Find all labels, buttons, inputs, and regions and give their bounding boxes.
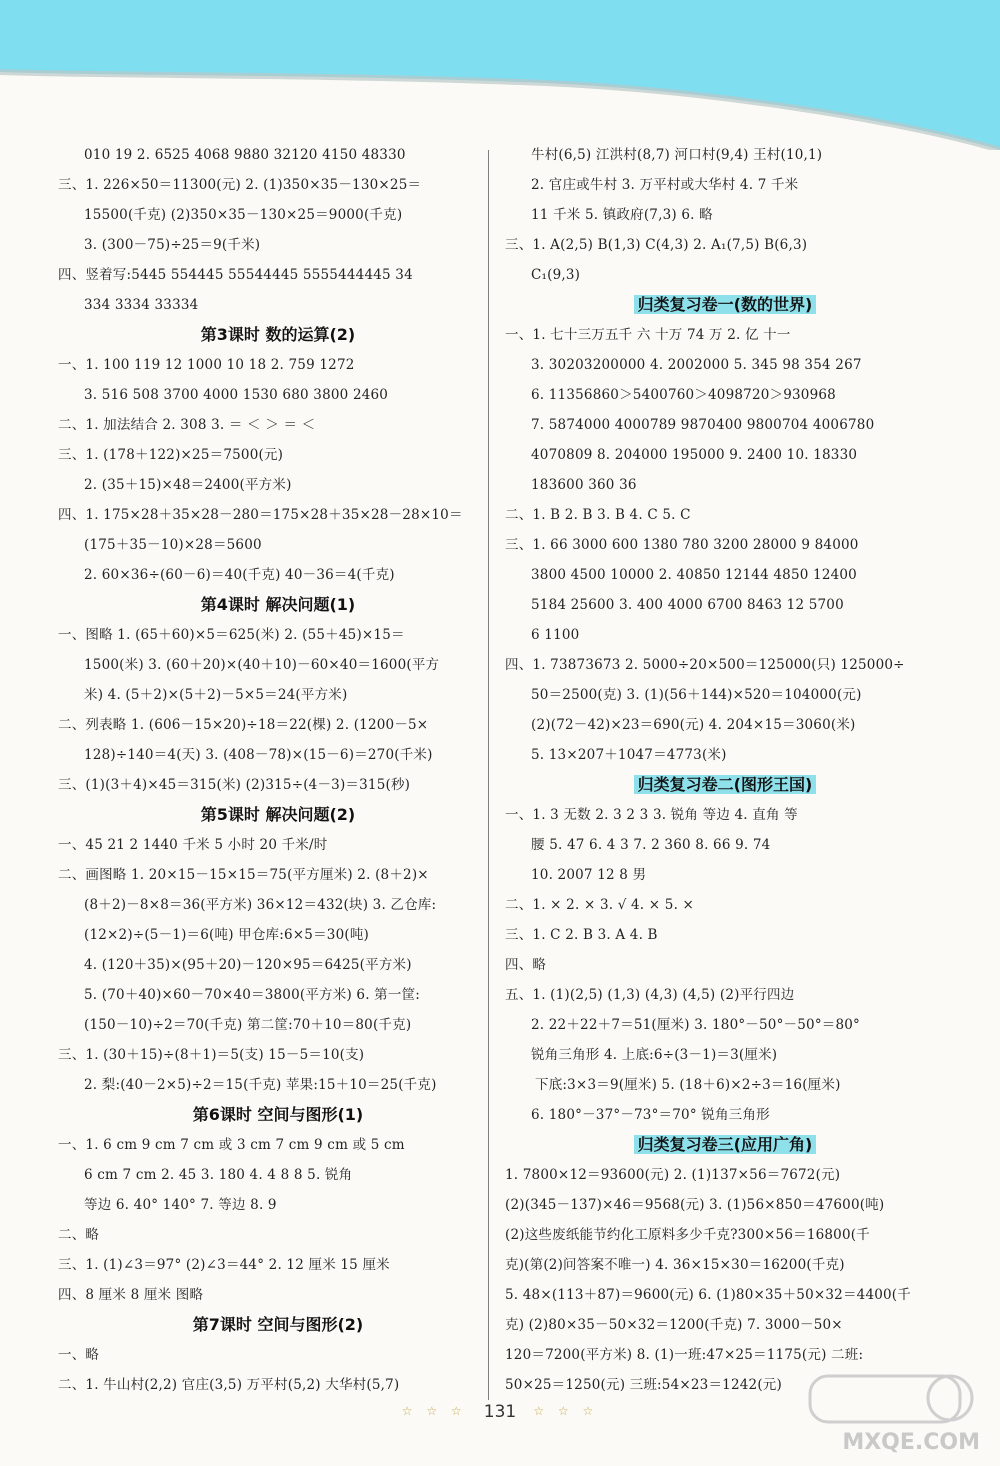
answer-line: 锐角三角形 4. 上底:6÷(3－1)＝3(厘米) (531, 1047, 778, 1063)
answer-line: 5. 13×207＋1047＝4773(米) (531, 747, 727, 763)
answer-line: 一、略 (58, 1347, 100, 1363)
watermark-logo (800, 1368, 990, 1458)
section-heading (505, 1130, 945, 1160)
answer-line: 二、画图略 1. 20×15－15×15＝75(平方厘米) 2. (8＋2)× (58, 867, 429, 883)
answer-line: 7. 5874000 4000789 9870400 9800704 4006780 (531, 417, 875, 433)
section-heading (58, 1310, 498, 1340)
answer-line: 10. 2007 12 8 男 (531, 867, 647, 883)
answer-line: 183600 360 36 (531, 477, 637, 493)
answer-line: 5. 48×(113＋87)＝9600(元) 6. (1)80×35＋50×32＝4400(千 (505, 1287, 911, 1303)
answer-line: 4070809 8. 204000 195000 9. 2400 10. 18330 (531, 447, 858, 463)
answer-line: 四、略 (505, 957, 547, 973)
answer-line: 5184 25600 3. 400 4000 6700 8463 12 5700 (531, 597, 844, 613)
answer-line: (150－10)÷2＝70(千克) 第二筐:70＋10＝80(千克) (84, 1017, 412, 1033)
answer-line: 二、1. × 2. × 3. √ 4. × 5. × (505, 897, 695, 913)
section-heading-text: 归类复习卷二(图形王国) (634, 775, 817, 794)
answer-line: (175＋35－10)×28＝5600 (84, 537, 262, 553)
answer-line: 等边 6. 40° 140° 7. 等边 8. 9 (84, 1197, 277, 1213)
answer-line: 010 19 2. 6525 4068 9880 32120 4150 48330 (84, 147, 406, 163)
answer-line: 3. 30203200000 4. 2002000 5. 345 98 354 267 (531, 357, 862, 373)
section-heading-text: 第4课时 解决问题(1) (200, 595, 356, 614)
star-decoration-left: ☆ ☆ ☆ (401, 1404, 467, 1418)
answer-line: 50＝2500(克) 3. (1)(56＋144)×520＝104000(元) (531, 687, 862, 703)
answer-line: 三、1. (178＋122)×25＝7500(元) (58, 447, 284, 463)
answer-line: 二、列表略 1. (606－15×20)÷18＝22(棵) 2. (1200－5× (58, 717, 429, 733)
answer-line: 腰 5. 47 6. 4 3 7. 2 360 8. 66 9. 74 (531, 837, 771, 853)
answer-line: 5. (70＋40)×60－70×40＝3800(平方米) 6. 第一筐: (84, 987, 421, 1003)
answer-line: (12×2)÷(5－1)＝6(吨) 甲仓库:6×5＝30(吨) (84, 927, 369, 943)
answer-line: 米) 4. (5＋2)×(5＋2)－5×5＝24(平方米) (84, 687, 348, 703)
section-heading (58, 320, 498, 350)
answer-line: 3800 4500 10000 2. 40850 12144 4850 12400 (531, 567, 857, 583)
answer-line: 6 1100 (531, 627, 580, 643)
section-heading-text: 第5课时 解决问题(2) (200, 805, 356, 824)
answer-line: 11 千米 5. 镇政府(7,3) 6. 略 (531, 207, 713, 223)
answer-line: 6. 11356860＞5400760＞4098720＞930968 (531, 387, 836, 403)
answer-line: 四、竖着写:5445 554445 55544445 5555444445 34 (58, 267, 413, 283)
watermark-site-text: MXQE.COM (842, 1430, 980, 1455)
section-heading (58, 1100, 498, 1130)
answer-line: 2. 22＋22＋7＝51(厘米) 3. 180°－50°－50°＝80° (531, 1017, 860, 1033)
answer-line: 3. (300－75)÷25＝9(千米) (84, 237, 261, 253)
answer-line: 50×25＝1250(元) 三班:54×23＝1242(元) (505, 1377, 782, 1393)
answer-line: 三、1. A(2,5) B(1,3) C(4,3) 2. A₁(7,5) B(6,3) (505, 237, 808, 253)
answer-line: 四、1. 73873673 2. 5000÷20×500＝125000(只) 125000÷ (505, 657, 905, 673)
right-column (505, 140, 945, 1400)
answer-line: 二、1. 牛山村(2,2) 官庄(3,5) 万平村(5,2) 大华村(5,7) (58, 1377, 400, 1393)
left-column (58, 140, 498, 1400)
answer-line: 三、1. 226×50＝11300(元) 2. (1)350×35－130×25＝ (58, 177, 422, 193)
answer-line: (2)这些废纸能节约化工原料多少千克?300×56＝16800(千 (505, 1227, 870, 1243)
answer-line: 下底:3×3＝9(厘米) 5. (18＋6)×2÷3＝16(厘米) (535, 1077, 841, 1093)
answer-line: 2. (35＋15)×48＝2400(平方米) (84, 477, 292, 493)
section-heading (505, 290, 945, 320)
answer-line: 三、1. C 2. B 3. A 4. B (505, 927, 658, 943)
answer-line: 6. 180°－37°－73°＝70° 锐角三角形 (531, 1107, 770, 1123)
answer-line: (2)(345－137)×46＝9568(元) 3. (1)56×850＝47600(吨) (505, 1197, 885, 1213)
answer-line: 3. 516 508 3700 4000 1530 680 3800 2460 (84, 387, 389, 403)
section-heading-text: 归类复习卷一(数的世界) (634, 295, 817, 314)
section-heading-text: 第6课时 空间与图形(1) (192, 1105, 364, 1124)
answer-line: 120＝7200(平方米) 8. (1)一班:47×25＝1175(元) 二班: (505, 1347, 864, 1363)
star-decoration-right: ☆ ☆ ☆ (533, 1404, 599, 1418)
section-heading-text: 第7课时 空间与图形(2) (192, 1315, 364, 1334)
answer-line: 4. (120＋35)×(95＋20)－120×95＝6425(平方米) (84, 957, 412, 973)
answer-line: (8＋2)－8×8＝36(平方米) 36×12＝432(块) 3. 乙仓库: (84, 897, 437, 913)
answer-line: 2. 60×36÷(60－6)＝40(千克) 40－36＝4(千克) (84, 567, 395, 583)
answer-line: 牛村(6,5) 江洪村(8,7) 河口村(9,4) 王村(10,1) (531, 147, 823, 163)
answer-line: 克) (2)80×35－50×32＝1200(千克) 7. 3000－50× (505, 1317, 843, 1333)
answer-line: 334 3334 33334 (84, 297, 199, 313)
answer-line: 2. 梨:(40－2×5)÷2＝15(千克) 苹果:15＋10＝25(千克) (84, 1077, 437, 1093)
answer-line: 128)÷140＝4(天) 3. (408－78)×(15－6)＝270(千米) (84, 747, 433, 763)
answer-line: 15500(千克) (2)350×35－130×25＝9000(千克) (84, 207, 403, 223)
answer-line: 2. 官庄或牛村 3. 万平村或大华村 4. 7 千米 (531, 177, 799, 193)
answer-line: 一、45 21 2 1440 千米 5 小时 20 千米/时 (58, 837, 328, 853)
answer-line: 1500(米) 3. (60＋20)×(40＋10)－60×40＝1600(平方 (84, 657, 440, 673)
watermark-emblem-icon (800, 1368, 990, 1438)
answer-line: 1. 7800×12＝93600(元) 2. (1)137×56＝7672(元) (505, 1167, 841, 1183)
answer-line: 克)(第(2)问答案不唯一) 4. 36×15×30＝16200(千克) (505, 1257, 845, 1273)
answer-line: 二、1. 加法结合 2. 308 3. ＝ ＜ ＞ ＝ ＜ (58, 417, 316, 433)
section-heading-text: 归类复习卷三(应用广角) (634, 1135, 817, 1154)
answer-line: 一、1. 3 无数 2. 3 2 3 3. 锐角 等边 4. 直角 等 (505, 807, 798, 823)
answer-line: 一、1. 6 cm 9 cm 7 cm 或 3 cm 7 cm 9 cm 或 5 cm (58, 1137, 405, 1153)
answer-line: 一、图略 1. (65＋60)×5＝625(米) 2. (55＋45)×15＝ (58, 627, 405, 643)
answer-line: 三、(1)(3＋4)×45＝315(米) (2)315÷(4－3)＝315(秒) (58, 777, 411, 793)
section-heading (58, 800, 498, 830)
answer-line: C₁(9,3) (531, 267, 581, 283)
answer-line: 三、1. (30＋15)÷(8＋1)＝5(支) 15－5＝10(支) (58, 1047, 365, 1063)
section-heading (58, 590, 498, 620)
answer-line: 五、1. (1)(2,5) (1,3) (4,3) (4,5) (2)平行四边 (505, 987, 795, 1003)
section-heading (505, 770, 945, 800)
answer-line: 一、1. 100 119 12 1000 10 18 2. 759 1272 (58, 357, 355, 373)
top-decorative-band (0, 0, 1000, 150)
answer-line: 二、略 (58, 1227, 100, 1243)
answer-line: 四、8 厘米 8 厘米 图略 (58, 1287, 204, 1303)
answer-line: 三、1. 66 3000 600 1380 780 3200 28000 9 84000 (505, 537, 859, 553)
answer-line: (2)(72－42)×23＝690(元) 4. 204×15＝3060(米) (531, 717, 856, 733)
answer-line: 6 cm 7 cm 2. 45 3. 180 4. 4 8 8 5. 锐角 (84, 1167, 353, 1183)
answer-line: 二、1. B 2. B 3. B 4. C 5. C (505, 507, 691, 523)
section-heading-text: 第3课时 数的运算(2) (200, 325, 356, 344)
answer-line: 一、1. 七十三万五千 六 十万 74 万 2. 亿 十一 (505, 327, 791, 343)
page-number: 131 (483, 1402, 517, 1422)
answer-line: 三、1. (1)∠3＝97° (2)∠3＝44° 2. 12 厘米 15 厘米 (58, 1257, 390, 1273)
answer-line: 四、1. 175×28＋35×28－280＝175×28＋35×28－28×10＝ (58, 507, 463, 523)
